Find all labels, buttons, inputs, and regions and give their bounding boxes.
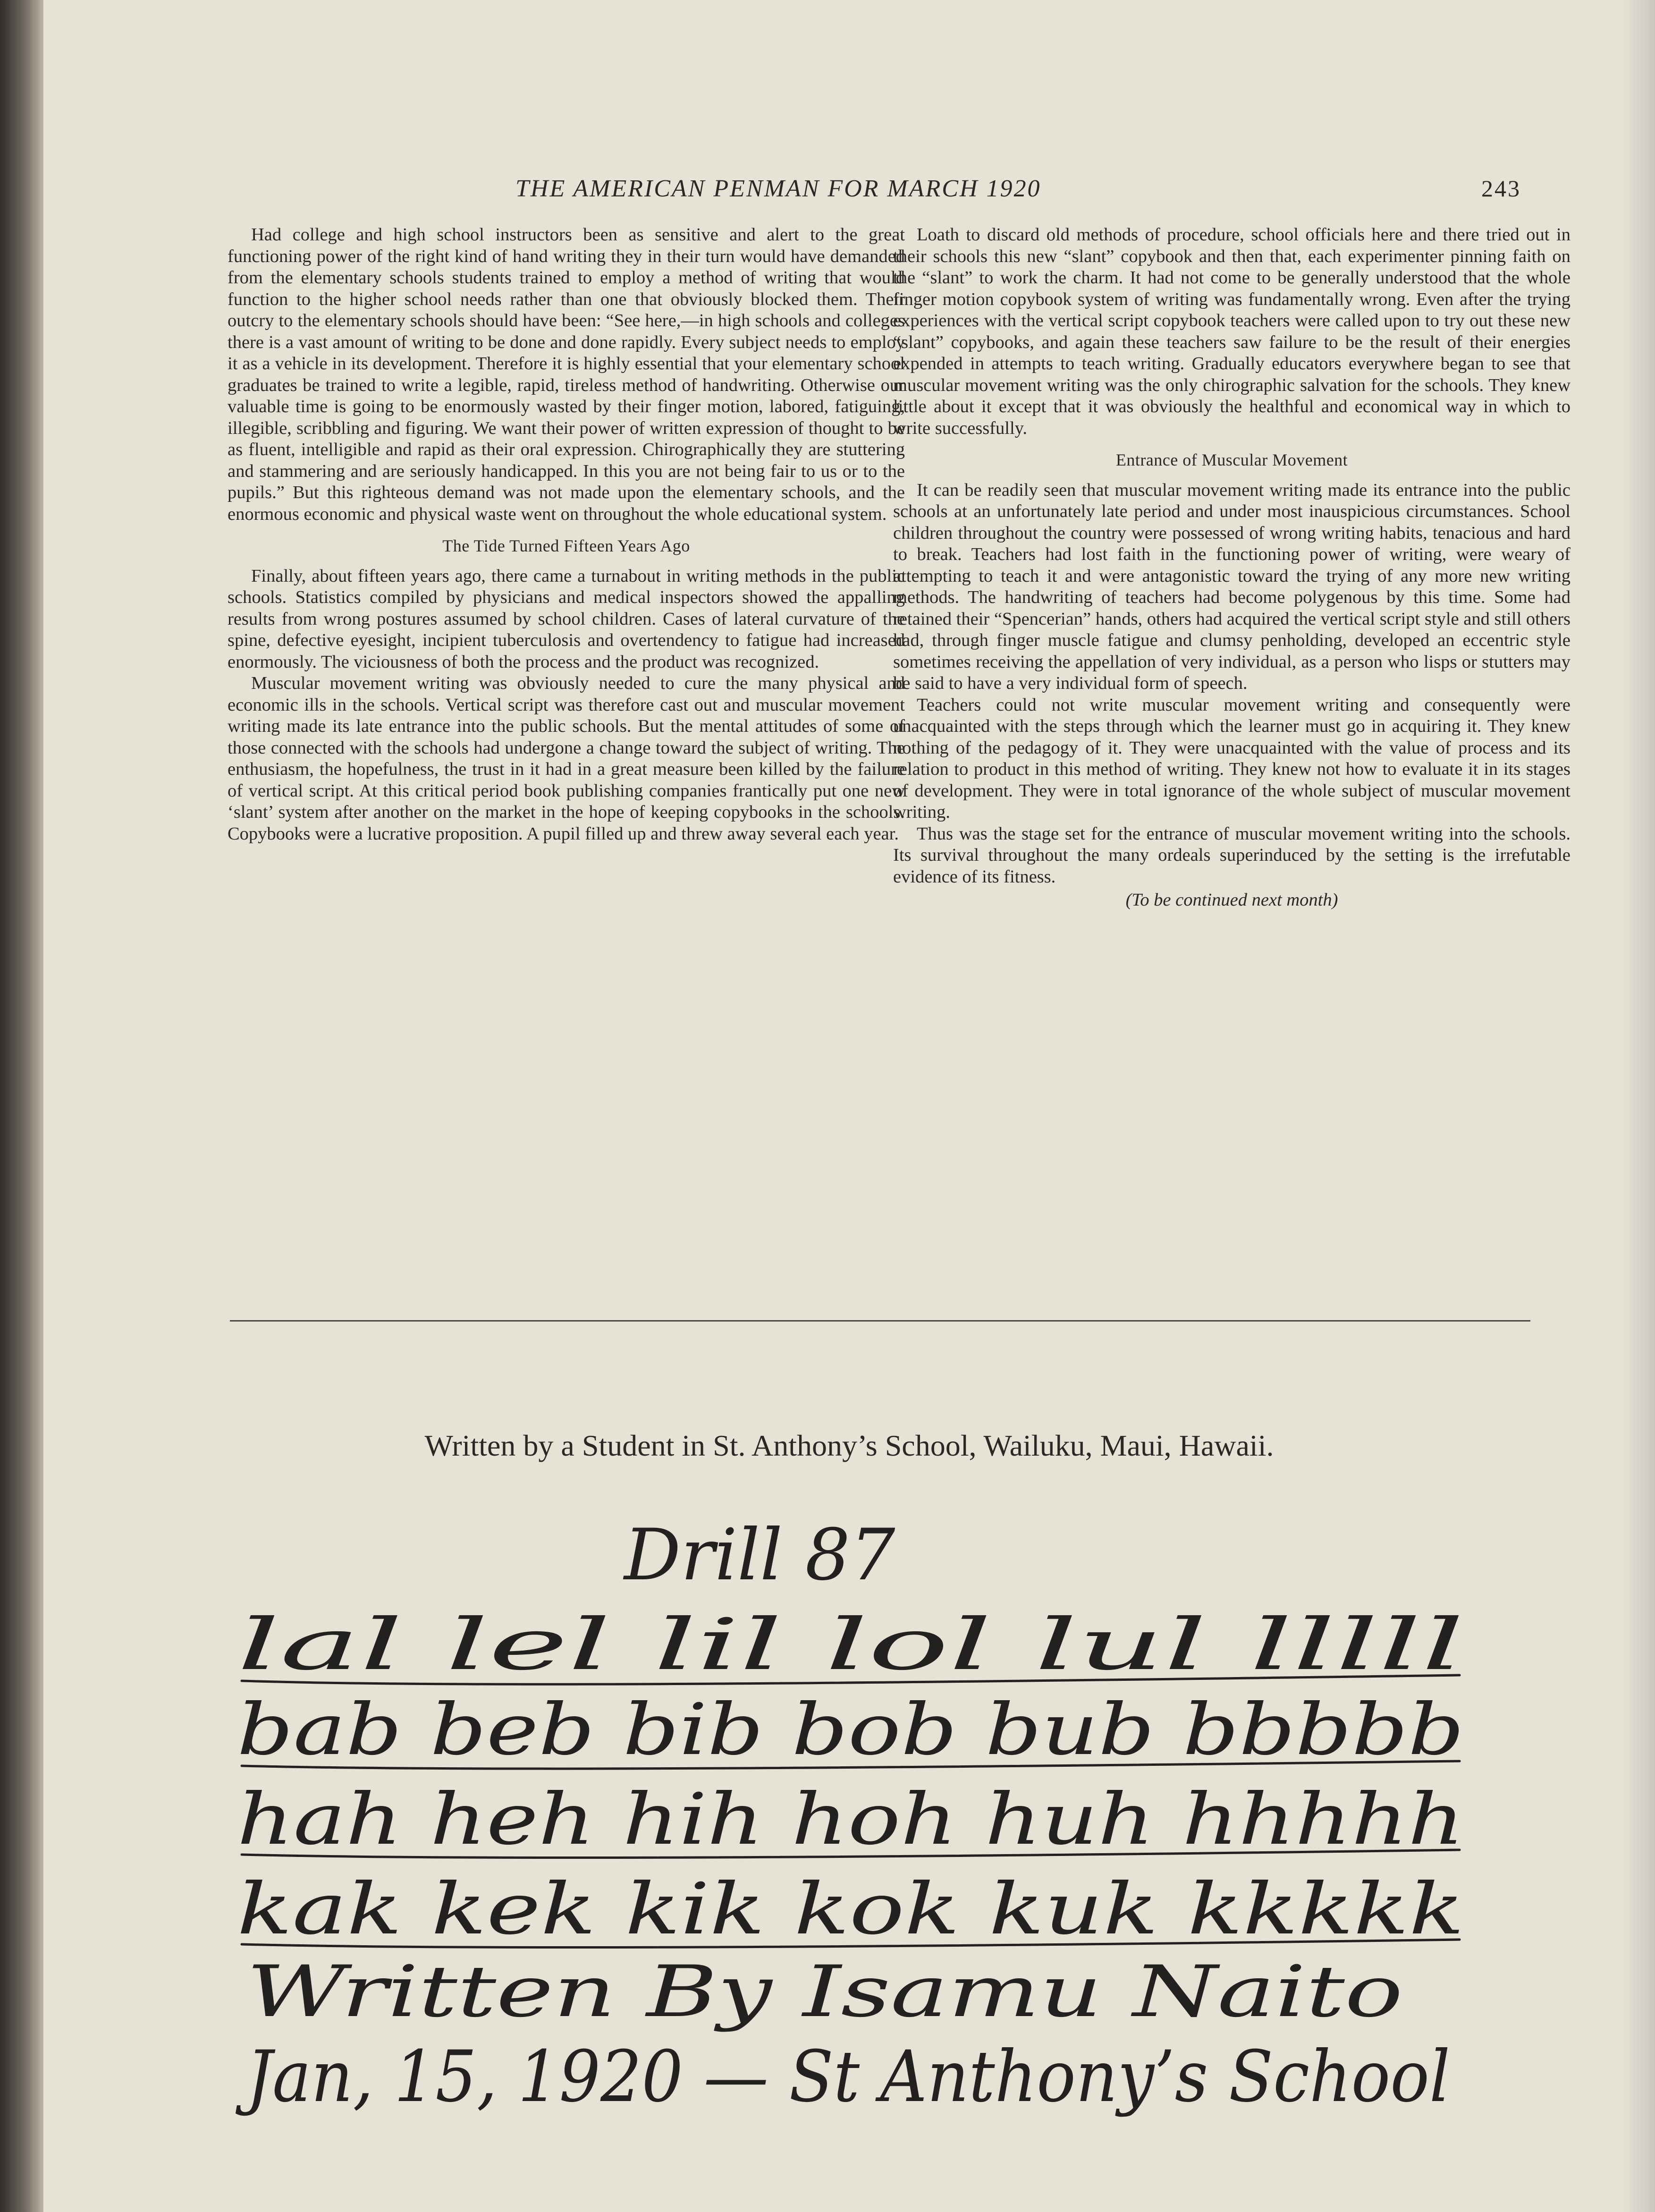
paragraph: Muscular movement writing was obviously needed to cure the many physical and economic ills in the schools. Vertical script was therefore cast out and muscular movement writing made its late entrance into the public schools. But the mental attitudes of some of those connected with the schools had undergone a change toward the subject of writing. The enthusiasm, the hopefulness, the trust in it had in a great measure been killed by the failure of vertical script. At this critical period book publishing companies frantically put one new ‘slant’ system after another on the market in the hope of keeping copybooks in the schools. Copybooks were a lucrative proposition. A pupil filled up and threw away several each year.	[228, 673, 905, 844]
section-heading: The Tide Turned Fifteen Years Ago	[442, 536, 690, 555]
running-title: THE AMERICAN PENMAN FOR MARCH 1920	[515, 175, 1041, 202]
magazine-page	[43, 0, 1655, 2212]
specimen-caption: Written by a Student in St. Anthony’s School, Wailuku, Maui, Hawaii.	[424, 1429, 1274, 1462]
paragraph: Had college and high school instructors been as sensitive and alert to the great functioning power of the right kind of hand writing they in their turn would have demanded from the elementary schools students trained to employ a method of writing that would function to the higher school needs rather than one that obviously blocked them. Their outcry to the elementary schools should have been: “See here,—in high schools and colleges there is a vast amount of writing to be done and done rapidly. Every subject needs to employ it as a vehicle in its development. Therefore it is highly essential that your elementary school graduates be trained to write a legible, rapid, tireless method of handwriting. Otherwise our valuable time is going to be enormously wasted by their finger motion, labored, fatiguing, illegible, scribbling and figuring. We want their power of written expression of thought to be as fluent, intelligible and rapid as their oral expression. Chirographically they are stuttering and stammering and are seriously handicapped. In this you are not being fair to us or to the pupils.” But this righteous demand was not made upon the elementary schools, and the enormous economic and physical waste went on throughout the whole educational system.	[228, 225, 905, 524]
paragraph: Thus was the stage set for the entrance of muscular movement writing into the schools. Its survival throughout the many ordeals superinduced by the setting is the irrefutable evidence of its fitness.	[893, 823, 1571, 887]
paragraph: It can be readily seen that muscular movement writing made its entrance into the public schools at an unfortunately late period and under most inauspicious circumstances. School children throughout the country were possessed of wrong writing habits, tenacious and hard to break. Teachers had lost faith in the functioning power of writing, were weary of attempting to teach it and were antagonistic toward the trying of any more new writing methods. The handwriting of teachers had become polygenous by this time. Some had retained their “Spencerian” hands, others had acquired the vertical script style and still others had, through finger muscle fatigue and clumsy penholding, developed an eccentric style sometimes receiving the appellation of very individual, as a person who lisps or stutters may be said to have a very individual form of speech.	[893, 480, 1571, 693]
paragraph: Loath to discard old methods of procedure, school officials here and there tried out in their schools this new “slant” copybook and then that, each experimenter pinning faith on the “slant” to work the charm. It had not come to be generally understood that the whole finger motion copybook system of writing was fundamentally wrong. Even after the trying experiences with the vertical script copybook teachers were called upon to try out these new “slant” copybooks, and again these teachers saw failure to be the result of their energies expended in attempts to teach writing. Gradually educators everywhere began to see that muscular movement writing was the only chirographic salvation for the schools. They knew little about it except that it was obviously the healthful and economical way in which to write successfully.	[893, 225, 1571, 438]
handwriting-line: Jan, 15, 1920 — St Anthony’s School	[235, 2036, 1450, 2118]
section-heading: Entrance of Muscular Movement	[1115, 450, 1348, 469]
handwriting-line: kak kek kik kok kuk kkkkk	[237, 1868, 1464, 1950]
handwriting-line: bab beb bib bob bub bbbbb	[237, 1689, 1464, 1771]
handwriting-line: hah heh hih hoh huh hhhhh	[237, 1779, 1464, 1861]
continued-note: (To be continued next month)	[1125, 890, 1338, 910]
handwriting-line: lal lel lil lol lul lllll	[237, 1604, 1464, 1686]
book-binding	[0, 0, 43, 2212]
handwriting-line: Drill 87	[624, 1514, 895, 1596]
handwriting-specimen	[43, 0, 1655, 2212]
page-number: 243	[1481, 175, 1521, 202]
paragraph: Finally, about fifteen years ago, there came a turnabout in writing methods in the public schools. Statistics compiled by physicians and medical inspectors showed the appalling results from wrong postures assumed by school children. Cases of lateral curvature of the spine, defective eyesight, incipient tuberculosis and overtendency to fatigue had increased enormously. The viciousness of both the process and the product was recognized.	[228, 566, 905, 672]
paragraph: Teachers could not write muscular movement writing and consequently were unacquainted with the steps through which the learner must go in acquiring it. They knew nothing of the pedagogy of it. They were unacquainted with the value of process and its relation to product in this method of writing. They knew not how to evaluate it in its stages of development. They were in total ignorance of the whole subject of muscular movement writing.	[893, 695, 1571, 822]
handwriting-line: Written By Isamu Naito	[246, 1951, 1403, 2033]
